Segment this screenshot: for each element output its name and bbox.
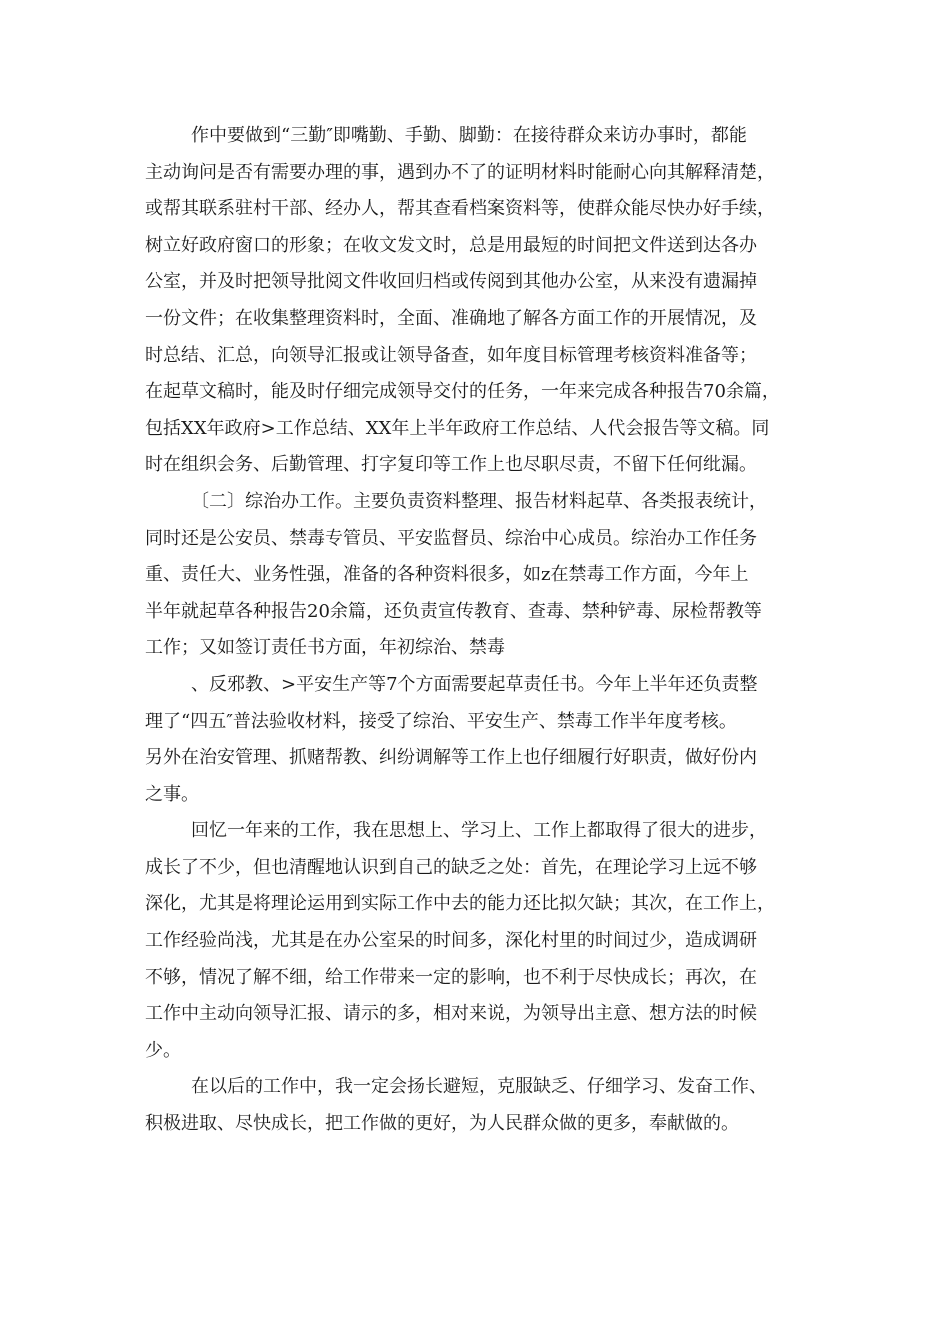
text-line: 时在组织会务、后勤管理、打字复印等工作上也尽职尽责，不留下任何纰漏。 [145,454,757,476]
text-line: 在以后的工作中，我一定会扬长避短，克服缺乏、仔细学习、发奋工作、 [191,1076,767,1098]
text-line: 之事。 [145,783,199,805]
text-line: 工作经验尚浅，尤其是在办公室呆的时间多，深化村里的时间过少，造成调研 [145,930,757,952]
text-line: 理了“四五″普法验收材料，接受了综治、平安生产、禁毒工作半年度考核。 [145,710,737,732]
text-line: 在起草文稿时，能及时仔细完成领导交付的任务，一年来完成各种报告70余篇， [145,381,780,403]
text-line: 少。 [145,1039,181,1061]
document-body [145,118,825,1143]
text-line: 同时还是公安员、禁毒专管员、平安监督员、综治中心成员。综治办工作任务 [145,527,757,549]
text-line: 深化，尤其是将理论运用到实际工作中去的能力还比拟欠缺；其次，在工作上， [145,893,775,915]
text-line: 工作中主动向领导汇报、请示的多，相对来说，为领导出主意、想方法的时候 [145,1003,757,1025]
text-line: 半年就起草各种报告20余篇，还负责宣传教育、查毒、禁种铲毒、尿检帮教等 [145,600,762,622]
text-line: 或帮其联系驻村干部、经办人，帮其查看档案资料等，使群众能尽快办好手续， [145,198,775,220]
text-line: 回忆一年来的工作，我在思想上、学习上、工作上都取得了很大的进步， [191,820,767,842]
text-line: 、反邪教、>平安生产等7个方面需要起草责任书。今年上半年还负责整 [191,673,758,695]
text-line: 作中要做到“三勤″即嘴勤、手勤、脚勤：在接待群众来访办事时，都能 [191,125,747,146]
text-line: 〔二〕综治办工作。主要负责资料整理、报告材料起草、各类报表统计， [191,490,767,512]
text-line: 成长了不少，但也清醒地认识到自己的缺乏之处：首先，在理论学习上远不够 [145,856,757,878]
text-line: 包括XX年政府>工作总结、XX年上半年政府工作总结、人代会报告等文稿。同 [145,417,770,439]
text-line: 时总结、汇总，向领导汇报或让领导备查，如年度目标管理考核资料准备等； [145,344,757,366]
text-line: 一份文件；在收集整理资料时，全面、准确地了解各方面工作的开展情况，及 [145,307,757,329]
text-line: 重、责任大、业务性强，准备的各种资料很多，如z在禁毒工作方面，今年上 [145,564,749,586]
text-line: 积极进取、尽快成长，把工作做的更好，为人民群众做的更多，奉献做的。 [145,1113,739,1135]
text-line: 不够，情况了解不细，给工作带来一定的影响，也不利于尽快成长；再次，在 [145,966,757,988]
text-line: 树立好政府窗口的形象；在收文发文时，总是用最短的时间把文件送到达各办 [145,234,757,256]
text-line: 工作；又如签订责任书方面，年初综治、禁毒 [145,637,505,659]
text-line: 公室，并及时把领导批阅文件收回归档或传阅到其他办公室，从来没有遗漏掉 [145,271,757,293]
text-line: 另外在治安管理、抓赌帮教、纠纷调解等工作上也仔细履行好职责，做好份内 [145,747,757,769]
text-line: 主动询问是否有需要办理的事，遇到办不了的证明材料时能耐心向其解释清楚， [145,161,775,183]
